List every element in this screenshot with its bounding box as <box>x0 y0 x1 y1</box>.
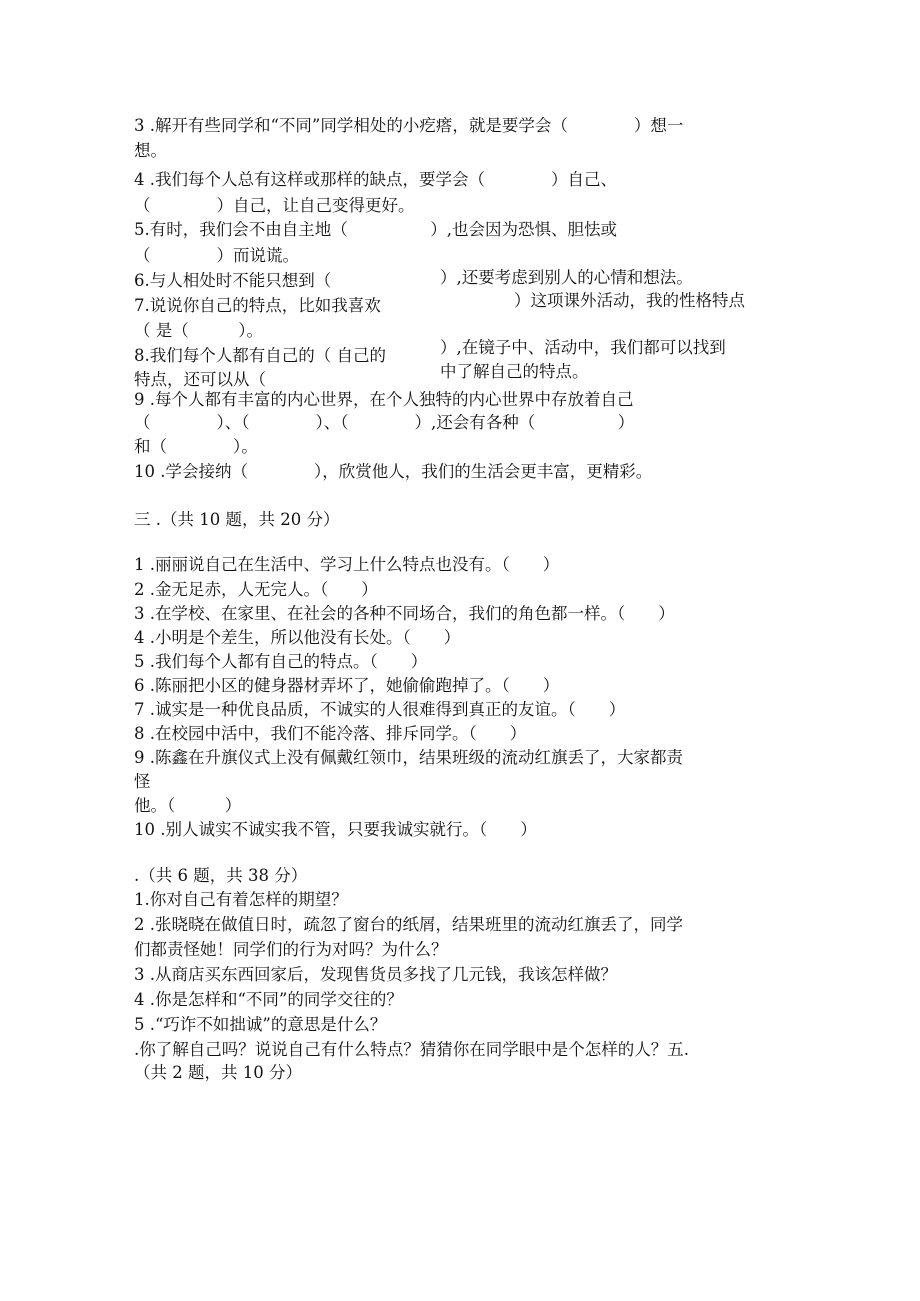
tf-question-9-line-3: 他。（ ） <box>134 796 242 815</box>
question-9-line-3: 和（ ）。 <box>134 437 258 456</box>
tf-question-2: 2 .金无足赤，人无完人。（ ） <box>134 580 378 599</box>
question-4-line-2: （ ）自己，让自己变得更好。 <box>134 196 415 215</box>
tf-question-5: 5 .我们每个人都有自己的特点。（ ） <box>134 652 428 671</box>
question-8-line-2: ）,在镜子中、活动中，我们都可以找到 <box>440 338 726 357</box>
question-8-line-4: 中了解自己的特点。 <box>440 362 589 381</box>
sa-question-5: 5 .“巧诈不如拙诚”的意思是什么？ <box>134 1015 387 1034</box>
question-6-line-2: ）,还要考虑到别人的心情和想法。 <box>440 268 693 287</box>
tf-question-7: 7 .诚实是一种优良品质，不诚实的人很难得到真正的友谊。（ ） <box>134 700 626 719</box>
question-7-line-1: 7.说说你自己的特点，比如我喜欢 <box>134 296 381 315</box>
question-3-line-2: 想。 <box>134 141 167 160</box>
question-8-line-3: 特点，还可以从（ <box>134 370 266 389</box>
question-9-line-1: 9 .每个人都有丰富的内心世界，在个人独特的内心世界中存放着自己 <box>134 390 634 409</box>
tf-question-1: 1 .丽丽说自己在生活中、学习上什么特点也没有。（ ） <box>134 555 560 574</box>
question-5-line-1: 5.有时，我们会不由自主地（ ）,也会因为恐惧、胆怯或 <box>134 220 617 239</box>
question-4-line-1: 4 .我们每个人总有这样或那样的缺点，要学会（ ）自己、 <box>134 170 617 189</box>
tf-question-9-line-2: 怪 <box>134 772 151 791</box>
tf-question-8: 8 .在校园中活中，我们不能冷落、排斥同学。（ ） <box>134 724 527 743</box>
question-5-line-2: （ ）而说谎。 <box>134 246 299 265</box>
question-7-line-2: ）这项课外活动，我的性格特点 <box>514 291 745 310</box>
question-6-line-1: 6.与人相处时不能只想到（ <box>134 271 332 290</box>
tf-question-4: 4 .小明是个差生，所以他没有长处。（ ） <box>134 628 461 647</box>
tf-question-9-line-1: 9 .陈鑫在升旗仪式上没有佩戴红领巾，结果班级的流动红旗丢了，大家都责 <box>134 748 683 767</box>
question-8-line-1: 8.我们每个人都有自己的（ 自己的 <box>134 346 386 365</box>
sa-question-1: 1.你对自己有着怎样的期望？ <box>134 890 348 909</box>
sa-question-6-line-1: .你了解自己吗？说说自己有什么特点？猜猜你在同学眼中是个怎样的人？五. <box>134 1040 689 1059</box>
question-10: 10 .学会接纳（ ），欣赏他人，我们的生活会更丰富，更精彩。 <box>134 462 653 481</box>
sa-question-4: 4 .你是怎样和“不同”的同学交往的？ <box>134 990 403 1009</box>
sa-question-3: 3 .从商店买东西回家后，发现售货员多找了几元钱，我该怎样做？ <box>134 965 617 984</box>
sa-question-6-line-2: （共 2 题，共 10 分） <box>134 1063 302 1082</box>
section-3-header: 三 .（共 10 题，共 20 分） <box>134 510 340 529</box>
sa-question-2-line-1: 2 .张晓晓在做值日时，疏忽了窗台的纸屑，结果班里的流动红旗丢了，同学 <box>134 915 683 934</box>
question-7-line-3: （ 是（ ）。 <box>134 321 263 340</box>
tf-question-10: 10 .别人诚实不诚实我不管，只要我诚实就行。（ ） <box>134 820 537 839</box>
tf-question-6: 6 .陈丽把小区的健身器材弄坏了，她偷偷跑掉了。（ ） <box>134 676 560 695</box>
question-3-line-1: 3 .解开有些同学和“不同”同学相处的小疙瘩，就是要学会（ ）想一 <box>134 116 684 135</box>
section-4-header: .（共 6 题，共 38 分） <box>134 866 308 885</box>
question-9-line-2: （ ）、（ ）、（ ）,还会有各种（ ） <box>134 413 635 432</box>
sa-question-2-line-2: 们都责怪她！同学们的行为对吗？为什么？ <box>134 940 448 959</box>
tf-question-3: 3 .在学校、在家里、在社会的各种不同场合，我们的角色都一样。（ ） <box>134 604 675 623</box>
